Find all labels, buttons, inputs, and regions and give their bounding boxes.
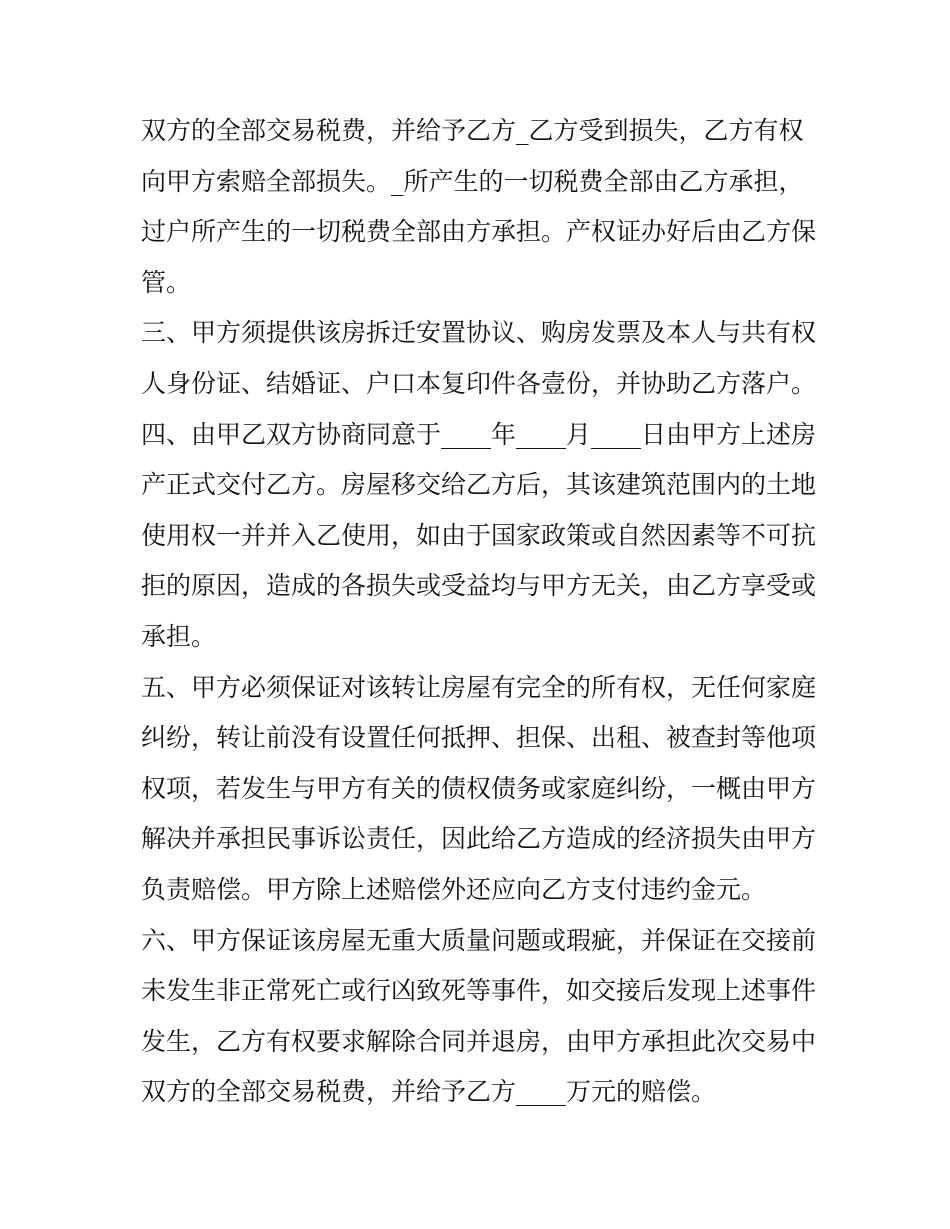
text-line: 权项，若发生与甲方有关的债权债务或家庭纠纷，一概由甲方 [141,773,817,803]
text-line: 双方的全部交易税费，并给予乙方____万元的赔偿。 [141,1077,717,1107]
text-line: 解决并承担民事诉讼责任，因此给乙方造成的经济损失由甲方 [141,824,817,854]
text-line: 未发生非正常死亡或行凶致死等事件，如交接后发现上述事件 [141,976,817,1006]
clause-three-line: 三、甲方须提供该房拆迁安置协议、购房发票及本人与共有权 [141,318,817,348]
text-line: 发生，乙方有权要求解除合同并退房，由甲方承担此次交易中 [141,1026,817,1056]
text-line: 双方的全部交易税费，并给予乙方_乙方受到损失，乙方有权 [141,116,804,145]
text-line: 拒的原因，造成的各损失或受益均与甲方无关，由乙方享受或 [141,571,817,601]
text-line: 过户所产生的一切税费全部由方承担。产权证办好后由乙方保 [141,217,817,247]
document-body [141,106,821,1118]
clause-five-line: 五、甲方必须保证对该转让房屋有完全的所有权，无任何家庭 [141,672,817,702]
text-line: 使用权一并并入乙使用，如由于国家政策或自然因素等不可抗 [141,520,817,550]
text-line: 管。 [141,267,192,297]
clause-four-line: 四、由甲乙双方协商同意于____年____月____日由甲方上述房 [141,419,817,449]
text-line: 纠纷，转让前没有设置任何抵押、担保、出租、被查封等他项 [141,723,817,753]
text-line: 向甲方索赔全部损失。_所产生的一切税费全部由乙方承担， [141,166,804,196]
text-line: 负责赔偿。甲方除上述赔偿外还应向乙方支付违约金元。 [141,874,767,904]
text-line: 人身份证、结婚证、户口本复印件各壹份，并协助乙方落户。 [141,368,817,398]
text-line: 承担。 [141,621,217,651]
clause-six-line: 六、甲方保证该房屋无重大质量问题或瑕疵，并保证在交接前 [141,925,817,955]
text-line: 产正式交付乙方。房屋移交给乙方后，其该建筑范围内的土地 [141,470,817,500]
